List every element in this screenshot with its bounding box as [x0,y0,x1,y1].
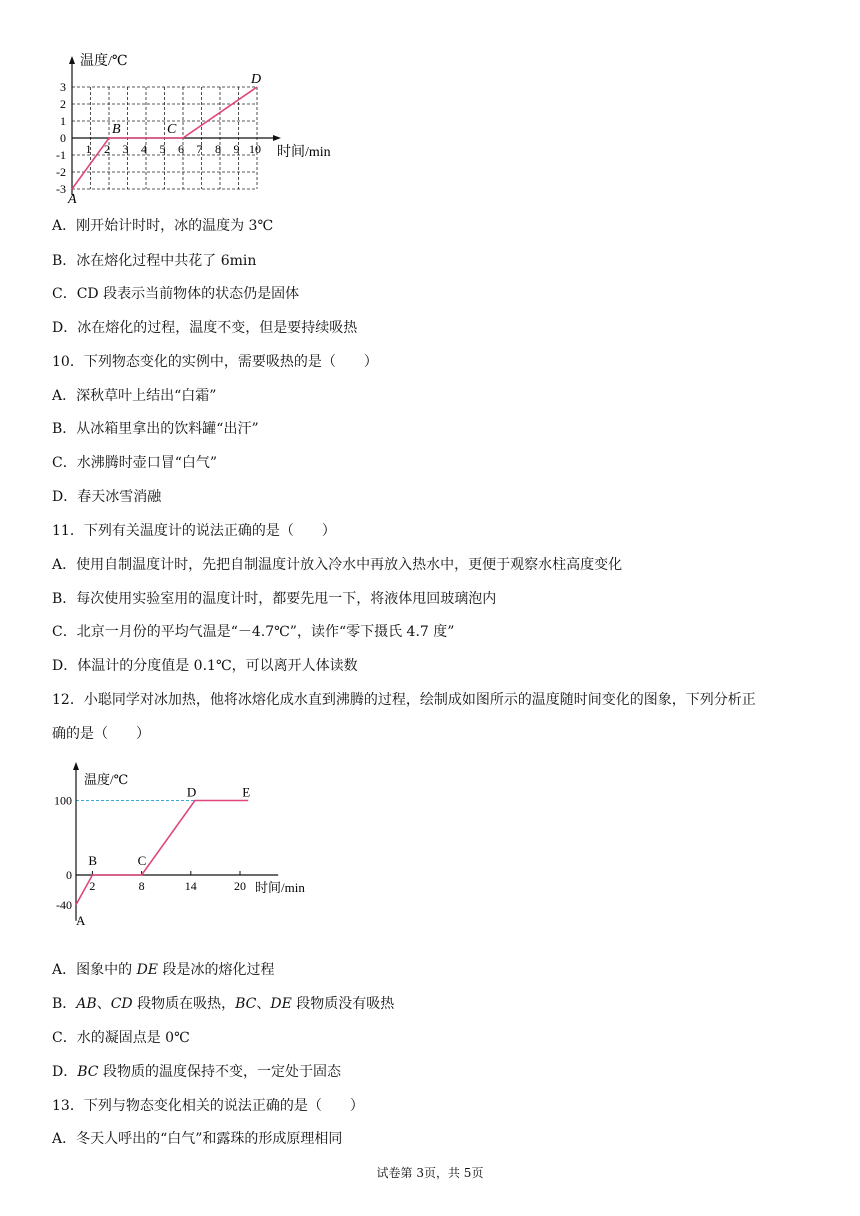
y-axis-arrow [73,762,79,770]
y-axis-arrow [69,56,75,64]
q12-d-prefix: D． [52,1064,78,1080]
q12-b-ital3: BC [235,996,257,1012]
graph-ice-to-boiling [52,758,322,942]
point-label-B: B [88,853,98,868]
q12-a-ital: DE [136,962,159,978]
q12-b-ital4: DE [270,996,292,1012]
chart-2-svg [52,758,322,938]
q11-option-c: C．北京一月份的平均气温是“－4.7℃”，读作“零下摄氏 4.7 度” [52,624,455,640]
x-tick-label: 4 [141,142,147,156]
x-tick-label: 8 [138,879,145,893]
point-label-B: B [112,122,121,137]
q9-option-d: D．冰在熔化的过程，温度不变，但是要持续吸热 [52,320,358,336]
chart-1-ylabel: 温度/℃ [80,54,128,69]
q12-stem-line-1: 12．小聪同学对冰加热，他将冰熔化成水直到沸腾的过程，绘制成如图所示的温度随时间变化的图象，下列分析正 [52,692,756,708]
y-tick-label: 0 [60,131,66,145]
q13-stem: 13．下列与物态变化相关的说法正确的是（ ） [52,1098,364,1114]
q12-a-suffix: 段是冰的熔化过程 [158,962,275,978]
q9-option-a: A．刚开始计时时，冰的温度为 3℃ [52,218,274,234]
point-label-D: D [186,784,197,800]
q12-b-ital2: CD [110,996,133,1012]
graph-ice-melting [52,50,352,212]
series-line [76,801,248,905]
q12-d-ital: BC [77,1064,99,1080]
chart-1-svg [52,50,352,208]
x-tick-label: 10 [249,142,261,156]
point-label-C: C [167,122,177,137]
q12-a-prefix: A．图象中的 [52,962,137,978]
y-tick-label: 0 [66,868,72,882]
point-label-A: A [68,192,77,207]
q12-c-prefix: C．水的凝固点是 0℃ [52,1030,190,1046]
y-tick-label: -2 [56,165,66,179]
x-tick-label: 1 [85,142,92,156]
x-tick-label: 2 [104,142,110,156]
x-tick-label: 5 [159,142,166,156]
q12-b-prefix: B． [52,996,77,1012]
x-tick-label: 9 [233,142,240,156]
q12-b-mid3: 、 [256,996,271,1012]
chart-2-xlabel: 时间/min [255,880,305,895]
x-tick-label: 14 [184,879,197,893]
q12-d-suffix: 段物质的温度保持不变，一定处于固态 [98,1064,341,1080]
y-tick-label: -1 [56,148,66,162]
q12-option-b [52,994,394,1014]
y-tick-label: 2 [60,97,66,111]
x-tick-label: 7 [196,142,203,156]
chart-1-xlabel: 时间/min [277,145,331,160]
q10-option-d: D．春天冰雪消融 [52,489,162,505]
q12-b-mid: 、 [96,996,111,1012]
point-label-A: A [76,912,86,928]
x-tick-label: 8 [215,142,221,156]
q11-option-a: A．使用自制温度计时，先把自制温度计放入冷水中再放入热水中，更便于观察水柱高度变化 [52,557,623,573]
q12-b-ital: AB [76,996,97,1012]
q13-option-a: A．冬天人呼出的“白气”和露珠的形成原理相同 [52,1131,343,1147]
y-tick-label: 1 [60,114,66,128]
q12-b-suffix: 段物质没有吸热 [291,996,395,1012]
point-label-D: D [251,72,262,87]
q12-stem-line-2: 确的是（ ） [52,726,150,742]
q10-stem: 10．下列物态变化的实例中，需要吸热的是（ ） [52,354,378,370]
x-tick-label: 2 [89,879,96,893]
q10-option-c: C．水沸腾时壶口冒“白气” [52,455,218,471]
y-tick-label: -3 [56,182,66,196]
x-axis-arrow [273,135,281,141]
q12-option-a [52,960,274,980]
page-footer: 试卷第 3页，共 5页 [376,1166,484,1180]
x-tick-label: 3 [122,142,129,156]
chart-2-ylabel: 温度/℃ [84,772,129,787]
y-tick-label: 100 [54,793,72,808]
q9-option-c: C．CD 段表示当前物体的状态仍是固体 [52,286,300,302]
q10-option-a: A．深秋草叶上结出“白霜” [52,388,217,404]
x-tick-label: 20 [234,879,246,893]
y-tick-label: 3 [60,80,66,94]
q10-option-b: B．从冰箱里拿出的饮料罐“出汗” [52,421,259,437]
q9-option-b: B．冰在熔化过程中共花了 6min [52,253,257,269]
q11-stem: 11．下列有关温度计的说法正确的是（ ） [52,523,336,539]
q11-option-d: D．体温计的分度值是 0.1℃，可以离开人体读数 [52,658,358,674]
point-label-E: E [242,784,251,800]
point-label-C: C [137,853,147,868]
y-tick-label: -40 [56,897,72,912]
q12-b-mid2: 段物质在吸热， [132,996,236,1012]
q11-option-b: B．每次使用实验室用的温度计时，都要先甩一下，将液体甩回玻璃泡内 [52,591,497,607]
q12-option-d [52,1062,341,1082]
x-tick-label: 6 [178,142,184,156]
q12-option-c [52,1028,190,1048]
